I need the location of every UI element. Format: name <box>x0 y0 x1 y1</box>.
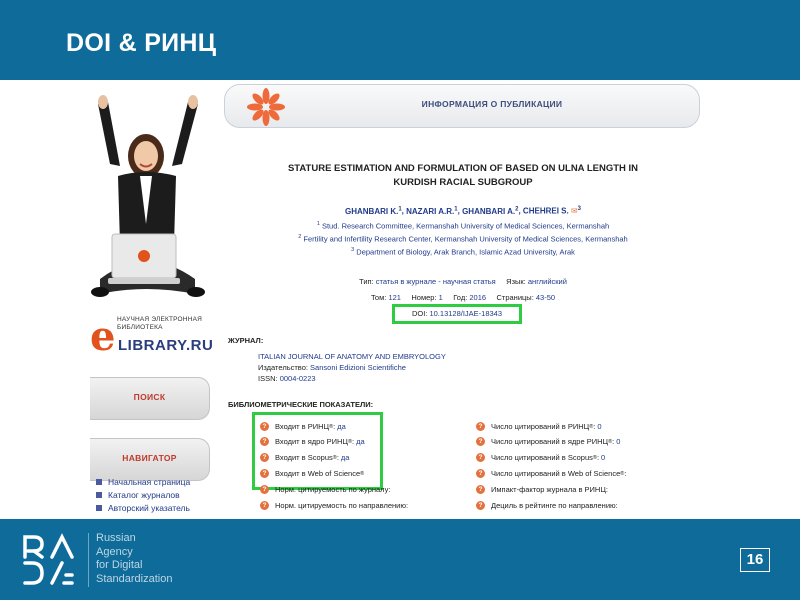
slide-title: DOI & РИНЦ <box>66 29 217 57</box>
organization-name: Russian Agency for Digital Standardization <box>96 532 173 585</box>
paper-title: STATURE ESTIMATION AND FORMULATION OF BASED ON ULNA LENGTH IN KURDISH RACIAL SUBGROUP <box>287 163 639 188</box>
email-icon[interactable]: ✉ <box>570 206 578 216</box>
info-banner <box>224 84 700 128</box>
registered-mark: ® <box>592 454 597 461</box>
metric-label: Импакт-фактор журнала в РИНЦ: <box>491 485 608 494</box>
help-icon[interactable]: ? <box>260 469 269 478</box>
metric-row <box>476 437 620 446</box>
registered-mark: ® <box>332 454 337 461</box>
metric-row <box>260 437 365 446</box>
help-icon[interactable]: ? <box>476 469 485 478</box>
navigator-button-label: НАВИГАТОР <box>122 453 177 463</box>
metric-label: Дециль в рейтинге по направлению: <box>491 501 618 510</box>
page-number: 16 <box>740 548 770 572</box>
info-banner-title: ИНФОРМАЦИЯ О ПУБЛИКАЦИИ <box>421 99 563 109</box>
registered-mark: ® <box>620 470 625 477</box>
doi-link[interactable]: 10.13128/IJAE-18343 <box>429 309 503 318</box>
volume-issue-line: Том: 121 Номер: 1 Год: 2016 Страницы: 43-50 <box>370 293 556 302</box>
metric-row <box>476 501 618 510</box>
metric-value-link[interactable]: да <box>337 422 346 431</box>
affiliation: $^3$ Department of Biology, Arak Branch, Islamic Azad University, Arak <box>351 247 575 257</box>
square-bullet-icon <box>96 505 102 511</box>
elibrary-logo-letter: e <box>90 313 116 360</box>
metric-label: Число цитирований в ядре РИНЦ <box>491 437 609 446</box>
metric-label: Входит в Scopus <box>275 453 333 462</box>
metric-colon: : <box>336 453 339 462</box>
help-icon[interactable]: ? <box>260 453 269 462</box>
author-link[interactable]: NAZARI A.R.$^1$ <box>406 206 458 216</box>
metric-colon: : <box>596 453 600 462</box>
nav-item-author-index[interactable]: Авторский указатель <box>96 501 212 514</box>
authors-line: GHANBARI K.$^1$, NAZARI A.R.$^1$, GHANBARI A.$^2$, CHEHREI S. ✉$^3$ <box>344 206 581 216</box>
metric-label: Число цитирований в Web of Science <box>491 469 621 478</box>
sidebar <box>90 80 212 519</box>
metric-label: Входит в Web of Science <box>275 469 361 478</box>
celebrating-girl-illustration <box>90 94 205 302</box>
journal-link[interactable]: ITALIAN JOURNAL OF ANATOMY AND EMBRYOLOGY <box>258 352 446 361</box>
metric-row <box>260 469 364 478</box>
registered-mark: ® <box>360 470 365 477</box>
metric-row <box>476 422 602 431</box>
affiliation: $^2$ Fertility and Infertility Research Center, Kermanshah University of Medical Sciences, Kermanshah <box>298 234 628 244</box>
type-language-line: Тип: статья в журнале - научная статья Язык: английский <box>359 277 567 286</box>
metric-value-link[interactable]: да <box>356 437 365 446</box>
help-icon[interactable]: ? <box>260 422 269 431</box>
author-link[interactable]: CHEHREI S. <box>522 206 569 216</box>
help-icon[interactable]: ? <box>476 422 485 431</box>
metric-colon: : <box>352 437 355 446</box>
search-button-label: ПОИСК <box>133 392 166 402</box>
help-icon[interactable]: ? <box>260 501 269 510</box>
metric-label: Входит в РИНЦ <box>275 422 330 431</box>
slide-header <box>0 0 800 80</box>
issn-line: ISSN: 0004-0223 <box>258 374 316 383</box>
elibrary-logo-subtitle: НАУЧНАЯ ЭЛЕКТРОННАЯ БИБЛИОТЕКА <box>117 316 203 331</box>
help-icon[interactable]: ? <box>260 437 269 446</box>
metric-label: Число цитирований в Scopus <box>491 453 593 462</box>
bibliometric-section-label: БИБЛИОМЕТРИЧЕСКИЕ ПОКАЗАТЕЛИ: <box>228 400 374 409</box>
doi-highlight: DOI: 10.13128/IJAE-18343 <box>392 304 522 324</box>
help-icon[interactable]: ? <box>260 485 269 494</box>
square-bullet-icon <box>96 492 102 498</box>
rada-logo-icon <box>20 531 78 589</box>
search-button[interactable] <box>90 377 210 420</box>
registered-mark: ® <box>589 423 594 430</box>
metric-row <box>260 453 349 462</box>
metric-value-link[interactable]: 0 <box>616 437 621 446</box>
footer-divider <box>88 533 89 587</box>
metric-row <box>476 453 605 462</box>
elibrary-logo[interactable] <box>90 312 212 360</box>
help-icon[interactable]: ? <box>476 437 485 446</box>
metric-row <box>476 469 626 478</box>
help-icon[interactable]: ? <box>476 485 485 494</box>
metric-label: Норм. цитируемость по журналу: <box>275 485 391 494</box>
help-icon[interactable]: ? <box>476 501 485 510</box>
metric-row <box>476 485 608 494</box>
registered-mark: ® <box>329 423 334 430</box>
elibrary-logo-name: LIBRARY.RU <box>118 337 214 354</box>
journal-section-label: ЖУРНАЛ: <box>228 336 264 345</box>
elibrary-screenshot <box>90 80 710 519</box>
metric-label: Входит в ядро РИНЦ <box>275 437 348 446</box>
square-bullet-icon <box>96 479 102 485</box>
metric-label: Норм. цитируемость по направлению: <box>275 501 409 510</box>
nav-item-home[interactable]: Начальная страница <box>96 475 212 488</box>
metric-value-link[interactable]: 0 <box>597 422 602 431</box>
affiliation: $^1$ Stud. Research Committee, Kermanshah University of Medical Sciences, Kermanshah <box>316 221 610 231</box>
slide-footer <box>0 519 800 600</box>
metric-row <box>260 485 390 494</box>
publisher-line: Издательство: Sansoni Edizioni Scientifiche <box>258 363 406 372</box>
metric-value-link[interactable]: да <box>340 453 350 462</box>
metric-row <box>260 422 346 431</box>
metric-label: Число цитирований в РИНЦ <box>491 422 590 431</box>
metric-row <box>260 501 408 510</box>
registered-mark: ® <box>608 438 613 445</box>
author-link[interactable]: GHANBARI A.$^2$ <box>462 206 519 216</box>
publication-info <box>216 80 710 519</box>
registered-mark: ® <box>347 438 353 445</box>
navigator-list <box>96 475 212 514</box>
metric-value-link[interactable]: 0 <box>601 453 606 462</box>
nav-item-journal-catalog[interactable]: Каталог журналов <box>96 488 212 501</box>
author-link[interactable]: GHANBARI K.$^1$ <box>344 206 402 216</box>
help-icon[interactable]: ? <box>476 453 485 462</box>
metric-colon: : <box>624 469 627 478</box>
metric-colon: : <box>333 422 336 431</box>
metric-colon: : <box>593 422 596 431</box>
metric-colon: : <box>612 437 615 446</box>
